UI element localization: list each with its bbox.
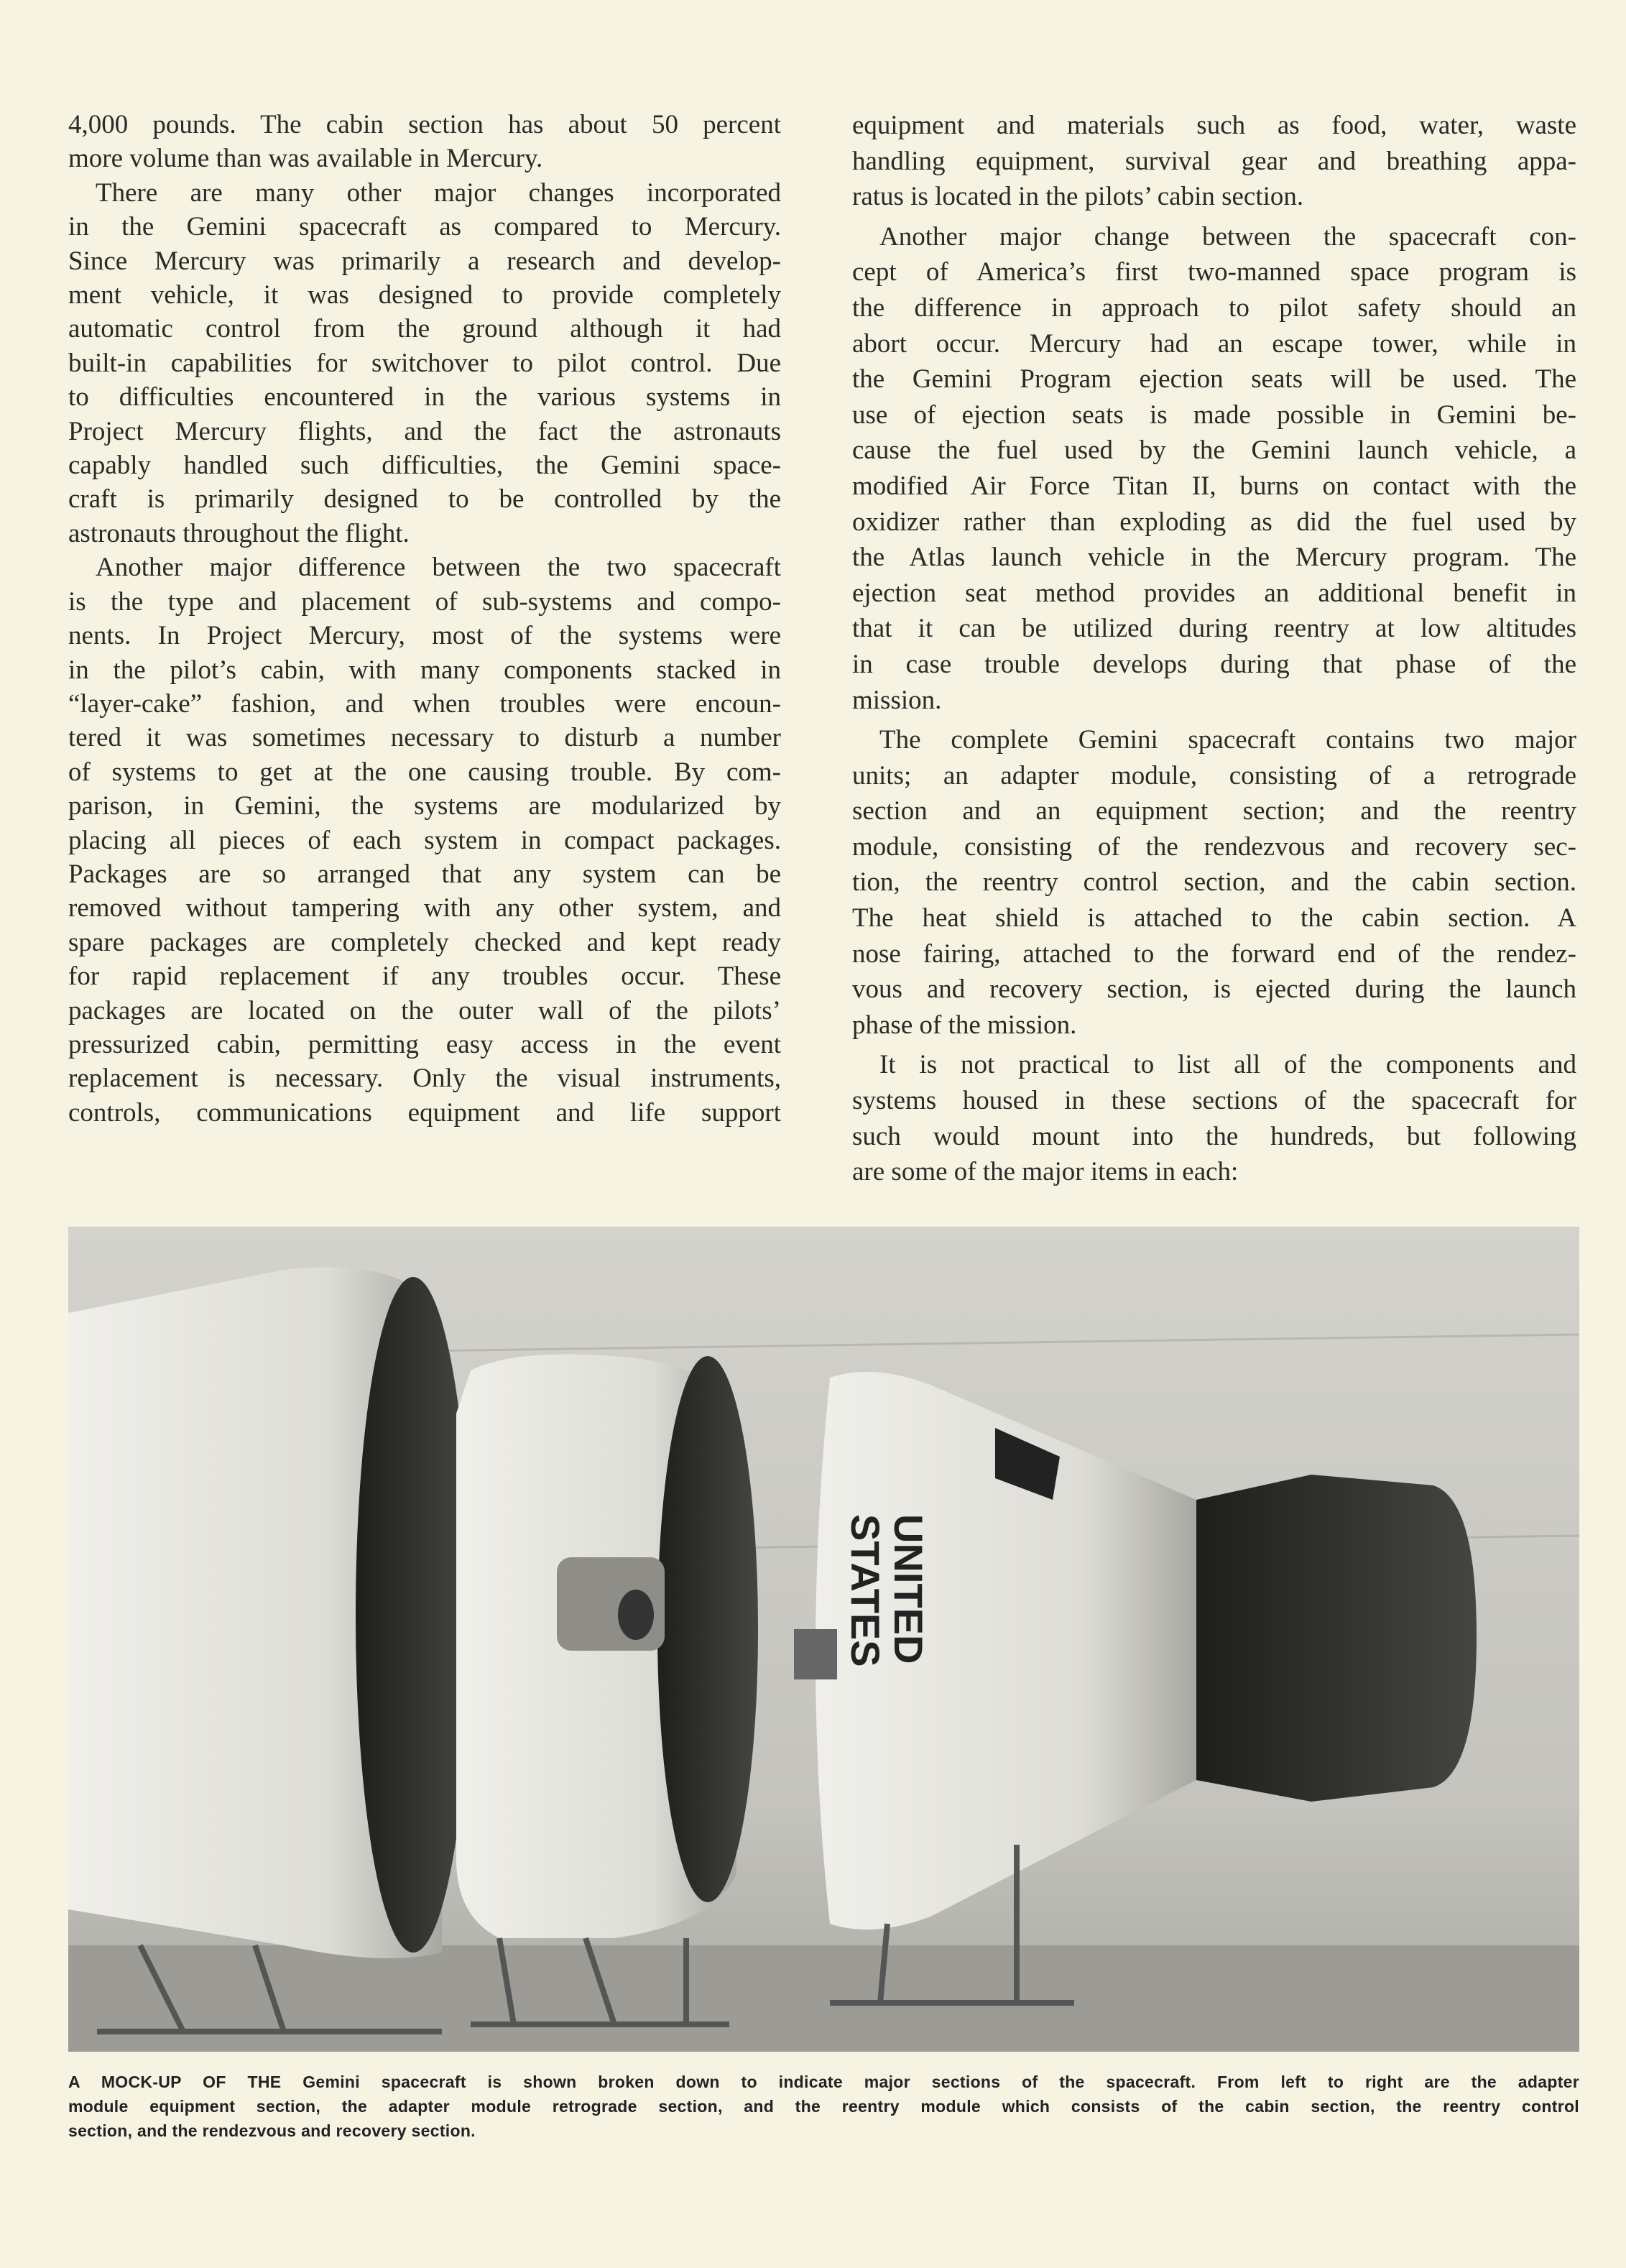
text-line: of systems to get at the one causing trouble. By com- <box>68 757 781 787</box>
text-line: mission. <box>852 685 942 715</box>
right-text-column <box>852 108 1576 1190</box>
text-line: nose fairing, attached to the forward end of the rendez- <box>852 939 1576 969</box>
text-line: ratus is located in the pilots’ cabin section. <box>852 182 1304 212</box>
text-line: section and an equipment section; and the reentry <box>852 796 1576 826</box>
text-line: module, consisting of the rendezvous and recovery sec- <box>852 831 1576 862</box>
text-line: abort occur. Mercury had an escape tower, while in <box>852 328 1576 359</box>
text-line: packages are located on the outer wall of the pilots’ <box>68 995 781 1025</box>
caption-line: section, and the rendezvous and recovery section. <box>68 2121 476 2140</box>
text-line: units; an adapter module, consisting of a retrograde <box>852 760 1576 790</box>
text-line: It is not practical to list all of the components and <box>879 1050 1576 1080</box>
text-line: oxidizer rather than exploding as did the fuel used by <box>852 507 1576 537</box>
text-line: more volume than was available in Mercury. <box>68 144 543 174</box>
text-line: The heat shield is attached to the cabin section. A <box>852 903 1576 934</box>
text-line: tered it was sometimes necessary to disturb a number <box>68 723 781 753</box>
text-line: capably handled such difficulties, the Gemini space- <box>68 451 781 481</box>
paragraph <box>852 108 1576 215</box>
paragraph <box>68 108 781 176</box>
text-line: parison, in Gemini, the systems are modularized by <box>68 791 781 821</box>
text-line: to difficulties encountered in the various systems in <box>68 382 781 412</box>
text-line: Another major change between the spacecraft con- <box>879 221 1576 252</box>
text-line: handling equipment, survival gear and breathing appa- <box>852 146 1576 176</box>
text-line: cause the fuel used by the Gemini launch vehicle, a <box>852 435 1576 466</box>
text-line: equipment and materials such as food, water, waste <box>852 111 1576 140</box>
gemini-mockup-photo <box>68 1227 1579 2052</box>
paragraph <box>68 176 781 550</box>
text-line: astronauts throughout the flight. <box>68 518 410 548</box>
text-line: phase of the mission. <box>852 1010 1077 1040</box>
text-line: ment vehicle, it was designed to provide completely <box>68 280 781 310</box>
paragraph <box>852 219 1576 718</box>
text-line: removed without tampering with any other system, and <box>68 893 781 923</box>
text-line: use of ejection seats is made possible in Gemini be- <box>852 400 1576 430</box>
paragraph <box>68 550 781 1130</box>
spacecraft-lettering-states: STATES <box>843 1514 888 1667</box>
text-line: “layer-cake” fashion, and when troubles were encoun- <box>68 688 781 719</box>
caption-line: module equipment section, the adapter module retrograde section, and the reentry module which consists of the cabin section, the reentry control <box>68 2097 1579 2116</box>
text-line: for rapid replacement if any troubles occur. These <box>68 962 781 992</box>
text-line: ejection seat method provides an additional benefit in <box>852 578 1576 608</box>
text-line: Since Mercury was primarily a research and develop- <box>68 246 781 276</box>
text-line: in case trouble develops during that phase of the <box>852 649 1576 679</box>
caption-line: A MOCK-UP OF THE Gemini spacecraft is shown broken down to indicate major sections of the spacecraft. From left to right are the adapter <box>68 2073 1579 2091</box>
text-line: the difference in approach to pilot safety should an <box>852 292 1576 323</box>
flag <box>794 1629 837 1679</box>
text-line: craft is primarily designed to be controlled by the <box>68 484 781 515</box>
text-line: built-in capabilities for switchover to pilot control. Due <box>68 348 781 378</box>
text-line: vous and recovery section, is ejected during the launch <box>852 974 1576 1005</box>
text-line: cept of America’s first two-manned space program is <box>852 257 1576 287</box>
text-line: placing all pieces of each system in compact packages. <box>68 825 781 855</box>
text-line: the Atlas launch vehicle in the Mercury program. The <box>852 543 1576 573</box>
text-line: automatic control from the ground although it had <box>68 314 781 344</box>
paragraph <box>852 722 1576 1043</box>
text-line: The complete Gemini spacecraft contains two major <box>879 725 1576 755</box>
text-line: Packages are so arranged that any system can be <box>68 859 781 889</box>
text-line: in the pilot’s cabin, with many components stacked in <box>68 655 781 685</box>
spacecraft-lettering-united: UNITED <box>886 1514 931 1664</box>
text-line: modified Air Force Titan II, burns on contact with the <box>852 471 1576 501</box>
text-line: systems housed in these sections of the spacecraft for <box>852 1086 1576 1116</box>
text-line: the Gemini Program ejection seats will be used. The <box>852 364 1576 395</box>
text-line: spare packages are completely checked and kept ready <box>68 927 781 957</box>
photo-illustration <box>68 1227 1579 2052</box>
text-line: nents. In Project Mercury, most of the systems were <box>68 621 781 651</box>
text-line: that it can be utilized during reentry at low altitudes <box>852 614 1576 644</box>
text-line: Another major difference between the two spacecraft <box>96 553 781 583</box>
text-line: is the type and placement of sub-systems and compo- <box>68 586 781 617</box>
text-line: replacement is necessary. Only the visual instruments, <box>68 1064 781 1094</box>
floor <box>68 1945 1579 2052</box>
left-text-column <box>68 108 781 1130</box>
text-line: controls, communications equipment and life support <box>68 1097 781 1128</box>
text-line: are some of the major items in each: <box>852 1157 1239 1187</box>
paragraph <box>852 1047 1576 1189</box>
text-line: such would mount into the hundreds, but following <box>852 1121 1576 1151</box>
text-line: There are many other major changes incorporated <box>96 178 781 208</box>
text-line: in the Gemini spacecraft as compared to Mercury. <box>68 212 781 242</box>
adapter-equipment-section <box>68 1267 471 2032</box>
text-line: tion, the reentry control section, and the cabin section. <box>852 867 1576 898</box>
photo-caption <box>68 2070 1579 2143</box>
text-line: pressurized cabin, permitting easy access in the event <box>68 1029 781 1059</box>
text-line: 4,000 pounds. The cabin section has about 50 percent <box>68 110 781 139</box>
text-line: Project Mercury flights, and the fact the astronauts <box>68 416 781 446</box>
